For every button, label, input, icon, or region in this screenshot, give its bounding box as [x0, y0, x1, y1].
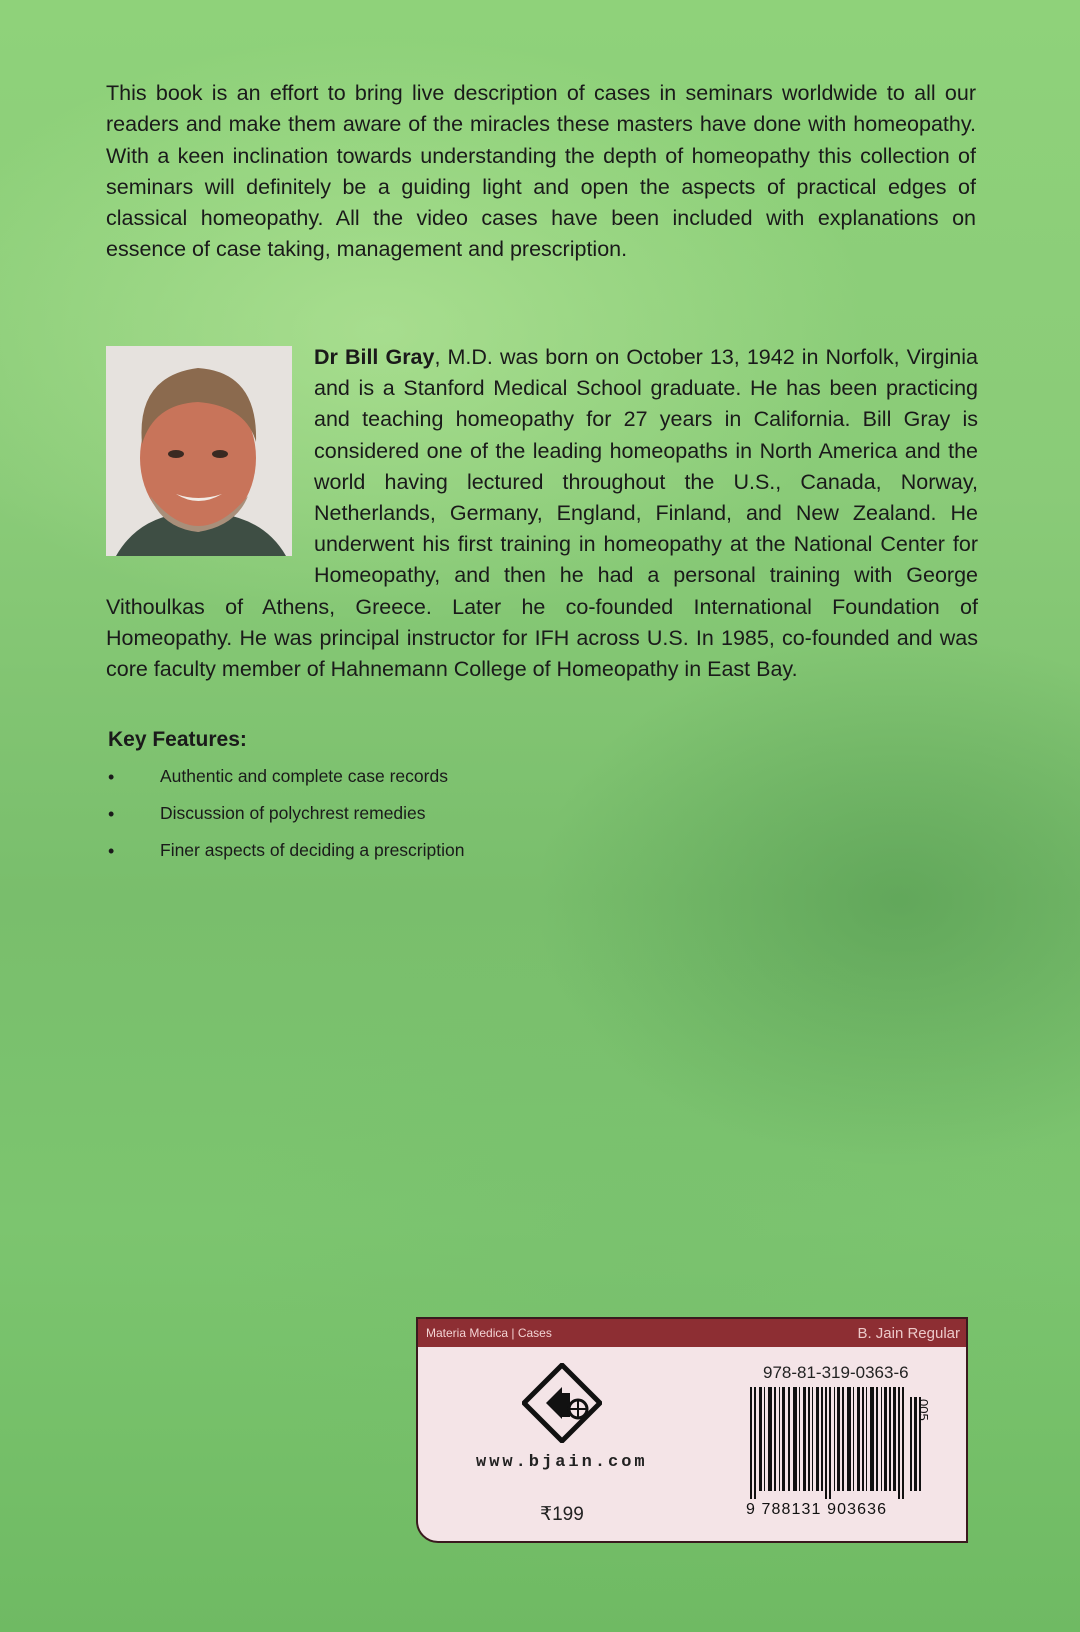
feature-item: • Authentic and complete case records [108, 766, 448, 787]
barcode-icon [750, 1387, 922, 1499]
bullet-icon: • [108, 767, 115, 787]
category-label: Materia Medica | Cases [426, 1326, 552, 1340]
feature-item: • Discussion of polychrest remedies [108, 803, 426, 824]
barcode-digits: 9 788131 903636 [746, 1501, 888, 1518]
panel-header [418, 1319, 966, 1347]
publisher-logo-icon [522, 1363, 602, 1443]
price-barcode-panel [416, 1317, 968, 1543]
author-bio-section [106, 342, 978, 685]
author-name: Dr Bill Gray [314, 345, 435, 369]
author-bio-text: , M.D. was born on October 13, 1942 in Norfolk, Virginia and is a Stanford Medical School graduate. He has been practicing and teaching homeopathy for 27 years in California. Bill Gray is considered one of the leading homeopaths in North America and the world having lectured throughout the U.S., Canada, Norway, Netherlands, Germany, England, Finland, and New Zealand. He underwent his first training in homeopathy at the National Center for Homeopathy, and then he had a personal training with George Vithoulkas of Athens, Greece. Later he co-founded International Foundation of Homeopathy. He was principal instructor for IFH across U.S. In 1985, co-founded and was core faculty member of Hahnemann College of Homeopathy in East Bay. [106, 345, 978, 682]
series-label: B. Jain Regular [857, 1324, 960, 1342]
author-photo [106, 346, 292, 556]
bullet-icon: • [108, 804, 115, 824]
isbn-number: 978-81-319-0363-6 [763, 1363, 909, 1382]
publisher-website: www.bjain.com [476, 1453, 648, 1472]
price-label: ₹199 [540, 1504, 584, 1525]
barcode-addon: 005 [916, 1399, 931, 1421]
feature-item: • Finer aspects of deciding a prescription [108, 840, 465, 861]
key-features-list [108, 766, 464, 877]
book-blurb: This book is an effort to bring live description of cases in seminars worldwide to all our readers and make them aware of the miracles these masters have done with homeopathy. With a keen inclination towards understanding the depth of homeopathy this collection of seminars will definitely be a guiding light and open the aspects of practical edges of classical homeopathy. All the video cases have been included with explanations on essence of case taking, management and prescription. [106, 81, 976, 262]
key-features-title: Key Features: [108, 728, 247, 751]
bullet-icon: • [108, 841, 115, 861]
